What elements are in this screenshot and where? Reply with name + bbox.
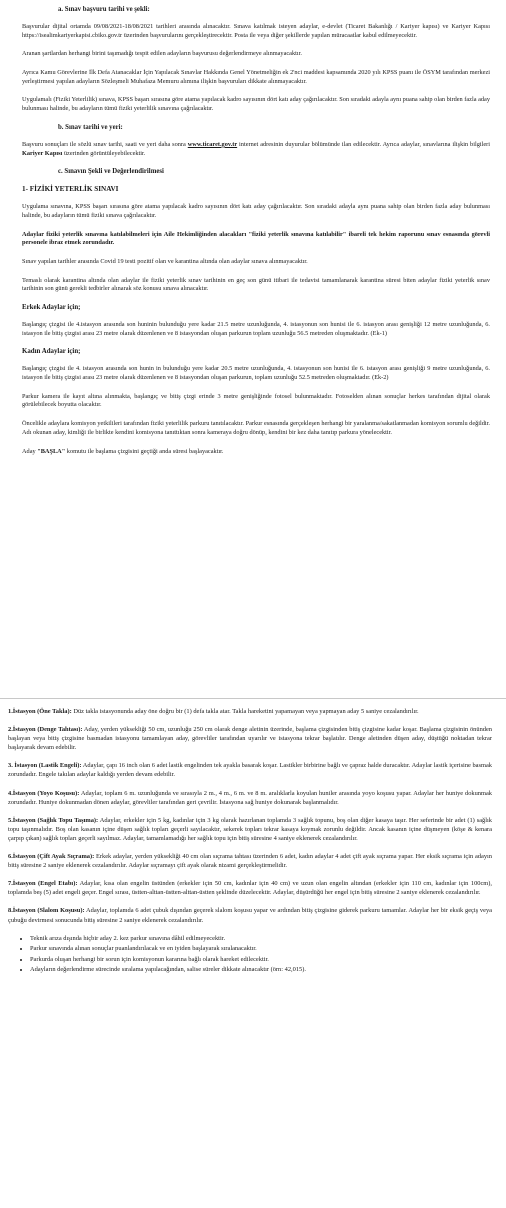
station-1 — [8, 707, 492, 716]
text-span: internet adresinin duyurular bölümünde ilan edilecektir. Ayrıca adaylar, sınavlarına ilişkin bilgileri — [237, 140, 490, 148]
paragraph: Başvurular dijital ortamda 09/08/2021-18/08/2021 tarihleri arasında alınacaktır. Sınava katılmak isteyen adaylar, e-devlet (Ticaret Bakanlığı / Kariyer kapısı) ve Kariyer Kapısı https://isealimkariyerkapisi.cbiko.gov.tr üzerinden başvurularını gerçekleştirecektir. Posta ile veya diğer şekillerde yapılan müracaatlar kabul edilmeyecektir. — [22, 23, 490, 39]
station-text: Adaylar, çapı 16 inch olan 6 adet lastik engelinden tek ayakla basarak koşar. Lastikler birbirine bağlı ve çapraz halde duracaktır. Adaylar lastik içerisine basmak zorundadır. Engele takılan adaylar kaldığı yerden devam edebilir. — [8, 762, 492, 779]
station-3 — [8, 761, 492, 779]
station-title: 3. İstasyon (Lastik Engeli): — [8, 762, 82, 770]
list-item: • Parkurda oluşan herhangi bir sorun için komisyonun kararına bağlı olarak hareket edilecektir. — [30, 955, 492, 965]
paragraph: Temaslı olarak karantina altında olan adaylar ile fiziki yeterlik sınav tarihinin en geç son günü itibari ile tedavisi tamamlanarak karantina süresi biten adaylar fiziki yeterlik sınav tarihinin son günü gerekli tedbirler alınarak söz konusu sınava alınacaktır. — [22, 276, 490, 293]
station-5 — [8, 816, 492, 843]
website-link[interactable]: www.ticaret.gov.tr — [187, 140, 238, 148]
section-heading-fiziki: 1- FİZİKİ YETERLİK SINAVI — [22, 185, 119, 194]
station-7 — [8, 879, 492, 897]
station-6 — [8, 852, 492, 870]
rules-list — [8, 934, 492, 975]
station-title: 2.İstasyon (Denge Tahtası): — [8, 726, 83, 734]
text-span: komutu ile başlama çizgisini geçtiği anda süresi başlayacaktır. — [65, 447, 224, 455]
section-heading-a: a. Sınav başvuru tarihi ve şekli: — [58, 6, 150, 13]
paragraph: Parkur kamera ile kayıt altına alınmakta, başlangıç ve bitiş çizgi erinde 3 metre genişliğinde fotosel bulunmaktadır. Fotoselden alınan sonuçlar herkes tarafından dijital olarak görülebilecek boyutta olacaktır. — [22, 392, 490, 409]
station-text: Düz takla istasyonunda aday öne doğru bir (1) defa takla atar. Takla hareketini yapamayan veya yapmayan aday 5 saniye cezalandırılır. — [71, 708, 419, 715]
text-span: üzerinden görüntüleyebilecektir. — [62, 149, 146, 157]
station-4 — [8, 789, 492, 807]
paragraph — [22, 448, 490, 457]
text-span: Aday — [22, 447, 38, 455]
heading-kadin: Kadın Adaylar için; — [22, 348, 81, 356]
document-page-2 — [0, 698, 506, 1208]
station-title: 7.İstasyon (Engel Etabı): — [8, 880, 78, 888]
bold-text: Kariyer Kapısı — [22, 149, 63, 157]
station-text: Adaylar, toplamda 6 adet çubuk dışından geçerek slalom koşusu yapar ve ardından bitiş çizgisine giderek parkuru tamamlar. Adaylar her bir eksik geçiş veya çubuğu devirmesi sonucunda bitiş süresine 2 saniye eklenerek cezalandırılır. — [8, 907, 492, 924]
bold-paragraph: Adaylar fiziki yeterlik sınavına katılabilmeleri için Aile Hekimliğinden alacakları "fiziki yeterlik sınavına katılabilir" ibareli tek hekim raporunu sınav esnasında görevli personele ibraz etmek zorundadır. — [22, 230, 490, 247]
station-text: Adaylar, toplam 6 m. uzunluğunda ve sırasıyla 2 m., 4 m., 6 m. ve 8 m. aralıklarla koyulan huniler arasında yoyo koşusu yapar. Adaylar her huniye dokunmak zorundadır. Huniye dokunmadan dönen adaylar, görevliler tarafından geri çevrilir. İstasyona sağ huniye dokunarak başlanmalıdır. — [8, 789, 492, 806]
station-8 — [8, 906, 492, 924]
station-text: Aday, yerden yüksekliği 50 cm, uzunluğu 250 cm olarak denge aletinin üzerinde, başlama çizgisinden bitiş çizgisine kadar koşar. Başlama çizgisinin önünden başlayan veya bitiş çizgisine basmadan istasyonu tamamlayan aday, görevliler tarafından uyarılır ve istasyona tekrar başlatılır. Denge aletinden düşen aday, düştüğü noktadan tekrar başlayarak devam edebilir. — [8, 726, 492, 752]
station-text: Adaylar, erkekler için 5 kg, kadınlar için 3 kg olarak hazırlanan toplamda 3 sağlık topunu, boş olan diğer kasaya taşır. Her seferinde bir adet (1) sağlık topu taşınmalıdır. Boş olan kasanın içine düşen sağlık topları geçerli sayılacaktır, sekerek topları tekrar kasaya koymak zorunlu değildir. Ancak kasanın içine düşmeyen (köşe & kenara çarpıp çıkan) sağlık topları geçerli sayılmaz. Adaylar, tamamlamadığı her sağlık topu için bitiş süresine 4 saniye eklenerek cezalandırılır. — [8, 816, 493, 842]
list-item: • Teknik arıza dışında hiçbir aday 2. kez parkur sınavına dâhil edilmeyecektir. — [30, 934, 492, 944]
paragraph — [22, 141, 490, 158]
paragraph: Başlangıç çizgisi ile 4.istasyon arasında son huninin bulunduğu yere kadar 21.5 metre uzunluğunda, 4. istasyonun son hunisi ile 6. istasyon arası genişliği 12 metre uzunluğunda, 6. istasyon ile bitiş çizgisi arası 23 metre olarak düzenlenen ve 8 istasyondan oluşan parkurun toplam uzunluğu 56.5 metreden oluşmaktadır. (Ek-1) — [22, 321, 490, 337]
station-title: 8.İstasyon (Slalom Koşusu): — [8, 907, 85, 915]
station-title: 5.İstasyon (Sağlık Topu Taşıma): — [8, 816, 99, 824]
section-heading-b: b. Sınav tarihi ve yeri: — [58, 123, 123, 131]
paragraph: Uygulamalı (Fiziki Yeterlilik) sınava, KPSS başarı sırasına göre atama yapılacak kadro sayısının dört katı aday çağırılacaktır. Son sıradaki adayla aynı puana sahip olan birden fazla aday bulunması halinde, bu adayların tümü fiziki yeterlilik sınavına çağrılacaktır. — [22, 96, 490, 113]
heading-erkek: Erkek Adaylar için; — [22, 304, 81, 311]
list-item: • Parkur sınavında alınan sonuçlar puanlandırılacak ve en iyiden başlayarak sıralanacaktır. — [30, 944, 492, 954]
section-heading-c: c. Sınavın Şekli ve Değerlendirilmesi — [58, 168, 164, 176]
paragraph: Başlangıç çizgisi ile 4. istasyon arasında son hunin in bulunduğu yere kadar 20.5 metre uzunluğunda, 4. istasyonun son hunisi ile 6. istasyon arası genişliği 9 metre uzunluğunda, 6. istasyon ile bitiş çizgisi arası 23 metre olarak düzenlenen ve 8 istasyondan oluşan parkurun, toplam uzunluğu 52.5 metreden oluşmaktadır. (Ek-2) — [22, 365, 490, 382]
station-title: 6.İstasyon (Çift Ayak Sıçrama): — [8, 853, 95, 861]
paragraph: Ayrıca Kamu Görevlerine İlk Defa Atanacaklar İçin Yapılacak Sınavlar Hakkında Genel Yönetmeliğin ek 2'nci maddesi kapsamında 2020 yılı KPSS puanı ile ÖSYM tarafından merkezi yerleştirmesi yapılan adayların Sözleşmeli Muhafaza Memuru alımına ilişkin başvuruları dikkate alınmayacaktır. — [22, 69, 490, 85]
paragraph: Uygulama sınavına, KPSS başarı sırasına göre atama yapılacak kadro sayısının dört katı aday çağırılacaktır. Son sıradaki adayla aynı puana sahip olan birden fazla aday bulunması halinde, bu adayların tümü fiziki sınava çağrılacaktır. — [22, 203, 490, 219]
bold-text: "BAŞLA" — [37, 447, 66, 455]
paragraph: Öncelikle adaylara komisyon yetkilileri tarafından fiziki yeterlilik parkuru tanıtılacaktır. Parkur esnasında gerçekleşen herhangi bir yaralanma/sakatlanmadan komisyon sorumlu değildir. Adı okunan aday, kimliği ile birlikte kendini komisyona tanıttıktan sonra kameraya doğru dönüp, kendini bir kez daha tanıtıp parkura yönelecektir. — [22, 420, 490, 436]
station-text: Adaylar, kısa olan engelin üstünden (erkekler için 50 cm, kadınlar için 40 cm) ve uzun olan engelin altından (erkekler için 110 cm, kadınlar için 100cm), toplamda beş (5) adet engeli geçer. Engel sırası, üstten-alttan-üstten-alttan-üstten şeklinde düzelecektir. Adaylar, düşürdüğü her engel için bitiş süresine 2 saniye eklenerek cezalandırılır. — [8, 880, 492, 897]
text-span: Başvuru sonuçları ile sözlü sınav tarihi, saati ve yeri daha sonra — [22, 140, 188, 148]
paragraph: Sınav yapılan tarihler arasında Covid 19 testi pozitif olan ve karantina altında olan adaylar sınava alınmayacaktır. — [22, 257, 308, 265]
station-2 — [8, 725, 492, 752]
list-item: • Adayların değerlendirme sürecinde sıralama yapılacağından, salise süreler dikkate alınacaktır (örn: 42,015). — [30, 965, 492, 975]
station-text: Erkek adaylar, yerden yüksekliği 40 cm olan sıçrama tahtası üzerinden 6 adet, kadın adaylar 4 adet çift ayak sıçrama yapar. Her eksik sıçrama için adayın bitiş süresine 2 saniye eklenerek cezalandırılır. Adaylar sıçramayı çift ayak olarak nizami gerçekleştirmelidir. — [8, 853, 493, 870]
station-title: 4.İstasyon (Yoyo Koşusu): — [8, 789, 80, 797]
paragraph: Aranan şartlardan herhangi birini taşımadığı tespit edilen adayların başvurusu değerlendirmeye alınmayacaktır. — [22, 50, 302, 58]
station-title: 1.İstasyon (Öne Takla): — [8, 708, 72, 715]
